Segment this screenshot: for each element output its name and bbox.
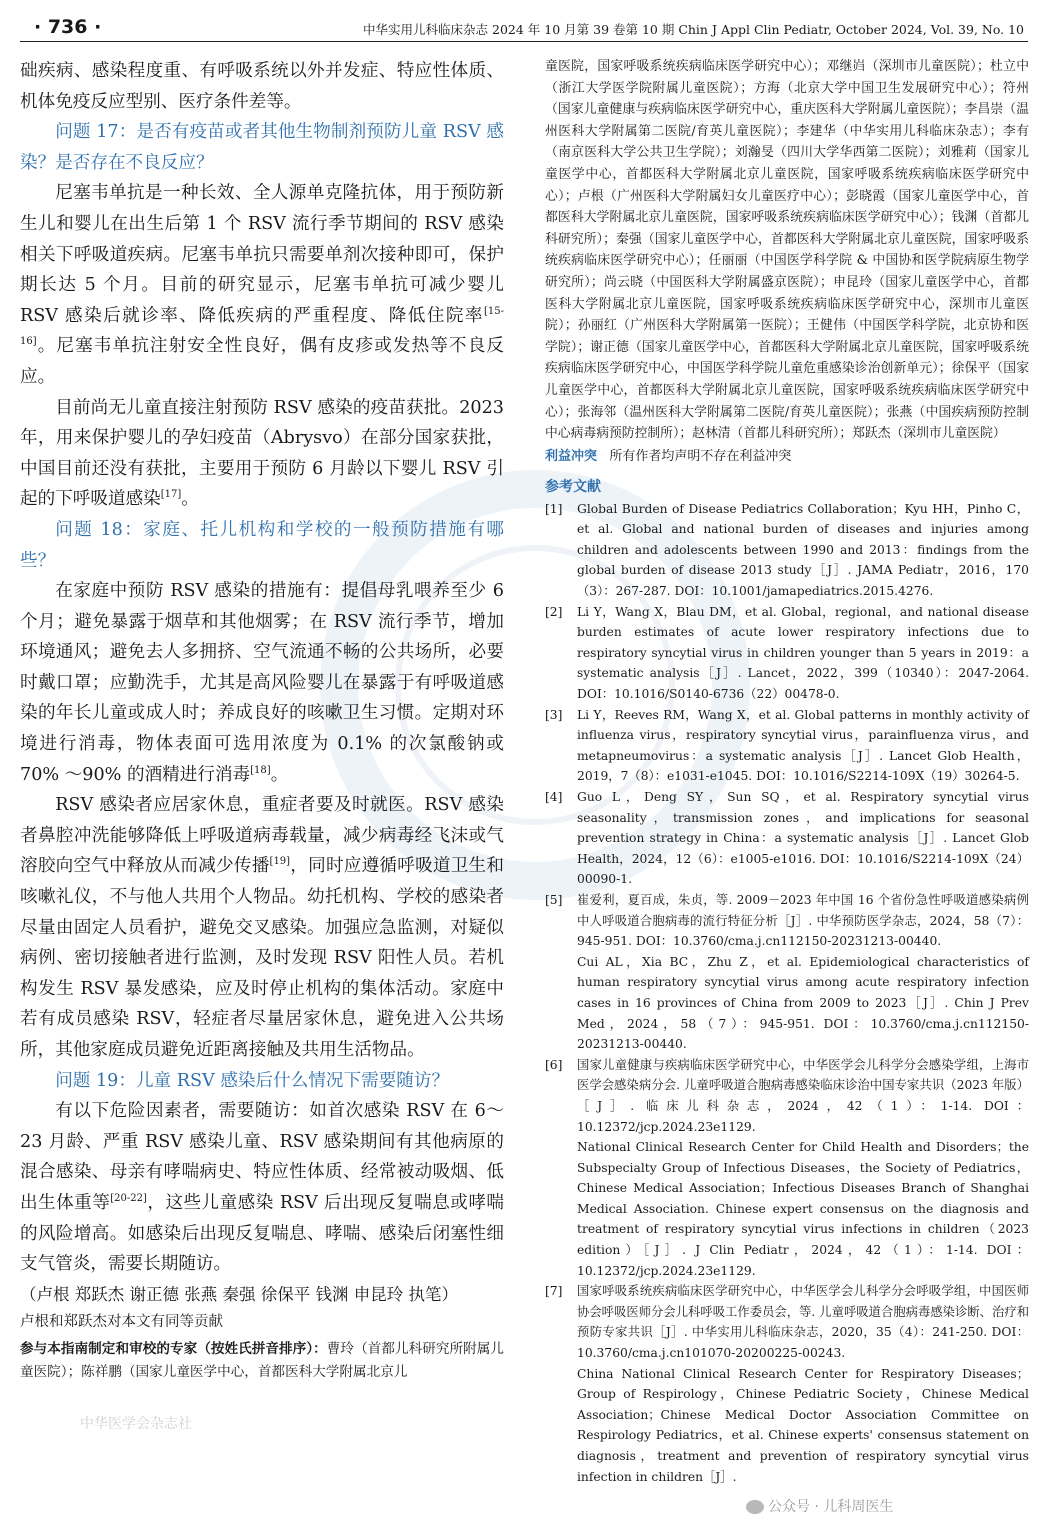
citation[interactable]: [15-16]	[20, 305, 504, 348]
references-heading: 参考文献	[545, 478, 601, 495]
reference-english-version: Cui AL，Xia BC，Zhu Z，et al. Epidemiological characteristics of human respiratory syncytial virus among acute respiratory infection cases in 16 provinces of China from 2009 to 2023［J］. Chin J Prev Med，2024，58（7）：945-951. DOI：10.3760/cma.j.cn112150-20231213-00440.	[577, 954, 1029, 1052]
publisher-watermark-text: 中华医学会杂志社	[80, 1416, 192, 1432]
reference-item: [5] 崔爱利，夏百成，朱贞，等. 2009－2023 年中国 16 个省份急性呼吸道感染病例中人呼吸道合胞病毒的流行特征分析［J］. 中华预防医学杂志，2024，58（7）：945-951. DOI：10.3760/cma.j.cn112150-20231213-00440. Cui AL，Xia BC，Zhu Z，et al. Epidemiological characteristics of human respiratory syncytial virus among acute respiratory infection cases in 16 provinces of China from 2009 to 2023［J］. Chin J Prev Med，2024，58（7）：945-951. DOI：10.3760/cma.j.cn112150-20231213-00440.	[545, 890, 1029, 1055]
reference-item: [4] Guo L，Deng SY，Sun SQ，et al. Respiratory syncytial virus seasonality，transmission zones，and implications for seasonal prevention strategy in China：a systematic analysis［J］. Lancet Glob Health，2024，12（6）：e1005-e1016. DOI：10.1016/S2214-109X（24）00090-1.	[545, 790, 1029, 887]
citation[interactable]: [18]	[250, 764, 271, 776]
page-header	[20, 12, 1028, 42]
conflict-of-interest: 利益冲突 所有作者均声明不存在利益冲突	[545, 448, 792, 464]
reference-item: [1] Global Burden of Disease Pediatrics Collaboration；Kyu HH，Pinho C，et al. Global and national burden of diseases and injuries among children and adolescents between 1990 and 2013：findings from the global burden of disease 2013 study［J］. JAMA Pediatr，2016，170（3）：267-287. DOI：10.1001/jamapediatrics.2015.4276.	[545, 501, 1029, 599]
wechat-icon	[746, 1500, 764, 1514]
question-18-heading: 问题 18：家庭、托儿机构和学校的一般预防措施有哪些？	[20, 519, 504, 571]
question-19-heading: 问题 19：儿童 RSV 感染后什么情况下需要随访？	[55, 1070, 450, 1091]
wechat-account-watermark: 公众号 · 儿科周医生	[746, 1496, 893, 1516]
page-number: · 736 ·	[34, 16, 102, 38]
reference-item: [6] 国家儿童健康与疾病临床医学研究中心，中华医学会儿科学分会感染学组，上海市医学会感染病分会. 儿童呼吸道合胞病毒感染临床诊治中国专家共识（2023 年版）［J］. 临床儿科杂志，2024，42（1）：1-14. DOI：10.12372/jcp.2024.23e1129. National Clinical Research Center for Child Health and Disorders；the Subspecialty Group of Infectious Diseases，the Society of Pediatrics，Chinese Medical Association；Infectious Diseases Branch of Shanghai Medical Association. Chinese expert consensus on the diagnosis and treatment of respiratory syncytial virus infections in children（2023 edition）［J］. J Clin Pediatr，2024，42（1）：1-14. DOI：10.12372/jcp.2024.23e1129.	[545, 1055, 1029, 1282]
reference-english-version: China National Clinical Research Center for Respiratory Diseases；Group of Respirology，Chinese Pediatric Society，Chinese Medical Association；Chinese Medical Doctor Association Committee on Respirology Pediatrics，et al. Chinese experts' consensus statement on diagnosis，treatment and prevention of respiratory syncytial virus infection in children［J］.	[577, 1366, 1029, 1484]
reference-english-version: National Clinical Research Center for Child Health and Disorders；the Subspecialty Group of Infectious Diseases，the Society of Pediatrics，Chinese Medical Association；Infectious Diseases Branch of Shanghai Medical Association. Chinese expert consensus on the diagnosis and treatment of respiratory syncytial virus infections in children（2023 edition）［J］. J Clin Pediatr，2024，42（1）：1-14. DOI：10.12372/jcp.2024.23e1129.	[577, 1140, 1029, 1278]
left-column	[20, 56, 504, 1385]
paragraph-home-prevention: 在家庭中预防 RSV 感染的措施有：提倡母乳喂养至少 6 个月；避免暴露于烟草和其他烟雾；在 RSV 流行季节，增加环境通风；避免去人多拥挤、空气流通不畅的公共场所，必要时戴口罩；应勤洗手，尤其是高风险婴儿在暴露于有呼吸道感染的年长儿童或成人时；养成良好的咳嗽卫生习惯。定期对环境进行消毒，物体表面可选用浓度为 0.1% 的次氯酸钠或 70% ～90% 的酒精进行消毒[18]。	[20, 581, 504, 785]
reference-item: [2] Li Y，Wang X，Blau DM，et al. Global，regional，and national disease burden estimates of acute lower respiratory infections due to respiratory syncytial virus in children younger than 5 years in 2019：a systematic analysis［J］. Lancet，2022，399（10340）：2047-2064. DOI：10.1016/S0140-6736（22）00478-0.	[545, 604, 1029, 702]
citation[interactable]: [20-22]	[110, 1193, 147, 1205]
authors-line: （卢根 郑跃杰 谢正德 张燕 秦强 徐保平 钱渊 申昆玲 执笔）	[20, 1284, 458, 1304]
journal-running-head: 中华实用儿科临床杂志 2024 年 10 月第 39 卷第 10 期 Chin J Appl Clin Pediatr, October 2024, Vol. 39, No. 10	[363, 22, 1024, 37]
citation[interactable]: [19]	[269, 856, 291, 868]
paragraph-nirsevimab: 尼塞韦单抗是一种长效、全人源单克隆抗体，用于预防新生儿和婴儿在出生后第 1 个 RSV 流行季节期间的 RSV 感染相关下呼吸道疾病。尼塞韦单抗只需要单剂次接种即可，保护期长达 5 个月。目前的研究显示，尼塞韦单抗可减少婴儿 RSV 感染后就诊率、降低疾病的严重程度、降低住院率[15-16]。尼塞韦单抗注射安全性良好，偶有皮疹或发热等不良反应。	[20, 183, 504, 387]
paragraph-maternal-vaccine: 目前尚无儿童直接注射预防 RSV 感染的疫苗获批。2023 年，用来保护婴儿的孕妇疫苗（Abrysvo）在部分国家获批，中国目前还没有获批，主要用于预防 6 月龄以下婴儿 RSV 引起的下呼吸道感染[17]。	[20, 397, 504, 510]
experts-list-start: 参与本指南制定和审校的专家（按姓氏拼音排序）：曹玲（首都儿科研究所附属儿童医院）；陈祥鹏（国家儿童医学中心，首都医科大学附属北京儿	[20, 1340, 505, 1381]
equal-contribution-note: 卢根和郑跃杰对本文有同等贡献	[20, 1313, 223, 1330]
paragraph-continued: 础疾病、感染程度重、有呼吸系统以外并发症、特应性体质、机体免疫反应型别、医疗条件差等。	[20, 61, 504, 112]
paragraph-follow-up: 有以下危险因素者，需要随访：如首次感染 RSV 在 6～23 月龄、严重 RSV 感染儿童、RSV 感染期间有其他病原的混合感染、母亲有哮喘病史、特应性体质、经常被动吸烟、低出生体重等[20-22]，这些儿童感染 RSV 后出现反复喘息或哮喘的风险增高。如感染后出现反复喘息、哮喘、感染后闭塞性细支气管炎，需要长期随访。	[20, 1101, 504, 1275]
citation[interactable]: [17]	[160, 489, 182, 501]
reference-item: [3] Li Y，Reeves RM，Wang X，et al. Global patterns in monthly activity of influenza virus，respiratory syncytial virus，parainfluenza virus，and metapneumovirus：a systematic analysis［J］. Lancet Glob Health，2019，7（8）：e1031-e1045. DOI：10.1016/S2214-109X（19）30264-5.	[545, 707, 1029, 784]
paragraph-institution-prevention: RSV 感染者应居家休息，重症者要及时就医。RSV 感染者鼻腔冲洗能够降低上呼吸道病毒载量，减少病毒经飞沫或气溶胶向空气中释放从而减少传播[19]，同时应遵循呼吸道卫生和咳嗽礼仪，不与他人共用个人物品。幼托机构、学校的感染者尽量由固定人员看护，避免交叉感染。加强应急监测，对疑似病例、密切接触者进行监测，及时发现 RSV 阳性人员。若机构发生 RSV 暴发感染，应及时停止机构的集体活动。家庭中若有成员感染 RSV，轻症者尽量居家休息，避免进入公共场所，其他家庭成员避免近距离接触及共用生活物品。	[20, 795, 504, 1060]
reference-item: [7] 国家呼吸系统疾病临床医学研究中心，中华医学会儿科学分会呼吸学组，中国医师协会呼吸医师分会儿科呼吸工作委员会，等. 儿童呼吸道合胞病毒感染诊断、治疗和预防专家共识［J］. 中华实用儿科临床杂志，2020，35（4）：241-250. DOI：10.3760/cma.j.cn101070-20200225-00243. China National Clinical Research Center for Respiratory Diseases；Group of Respirology，Chinese Pediatric Society，Chinese Medical Association；Chinese Medical Doctor Association Committee on Respirology Pediatrics，et al. Chinese experts' consensus statement on diagnosis，treatment and prevention of respiratory syncytial virus infection in children［J］.	[545, 1281, 1029, 1487]
experts-list-continued: 童医院，国家呼吸系统疾病临床医学研究中心）；邓继岿（深圳市儿童医院）；杜立中（浙江大学医学院附属儿童医院）；方海（北京大学中国卫生发展研究中心）；符州（国家儿童健康与疾病临床医学研究中心，重庆医科大学附属儿童医院）；李昌崇（温州医科大学附属第二医院/育英儿童医院）；李建华（中华实用儿科临床杂志）；李有（南京医科大学公共卫生学院）；刘瀚旻（四川大学华西第二医院）；刘雅莉（国家儿童医学中心，首都医科大学附属北京儿童医院，国家呼吸系统疾病临床医学研究中心）；卢根（广州医科大学附属妇女儿童医疗中心）；彭晓霞（国家儿童医学中心，首都医科大学附属北京儿童医院，国家呼吸系统疾病临床医学研究中心）；钱渊（首都儿科研究所）；秦强（国家儿童医学中心，首都医科大学附属北京儿童医院，国家呼吸系统疾病临床医学研究中心）；任丽丽（中国医学科学院 & 中国协和医学院病原生物学研究所）；尚云晓（中国医科大学附属盛京医院）；申昆玲（国家儿童医学中心，首都医科大学附属北京儿童医院，国家呼吸系统疾病临床医学研究中心，深圳市儿童医院）；孙丽红（广州医科大学附属第一医院）；王健伟（中国医学科学院，北京协和医学院）；谢正德（国家儿童医学中心，首都医科大学附属北京儿童医院，国家呼吸系统疾病临床医学研究中心，中国医学科学院儿童危重感染诊治创新单元）；徐保平（国家儿童医学中心，首都医科大学附属北京儿童医院，国家呼吸系统疾病临床医学研究中心）；张海邻（温州医科大学附属第二医院/育英儿童医院）；张燕（中国疾病预防控制中心病毒病预防控制所）；赵林清（首都儿科研究所）；郑跃杰（深圳市儿童医院）	[545, 59, 1029, 442]
right-column	[545, 56, 1029, 1487]
question-17-heading: 问题 17：是否有疫苗或者其他生物制剂预防儿童 RSV 感染？是否存在不良反应？	[20, 122, 504, 173]
